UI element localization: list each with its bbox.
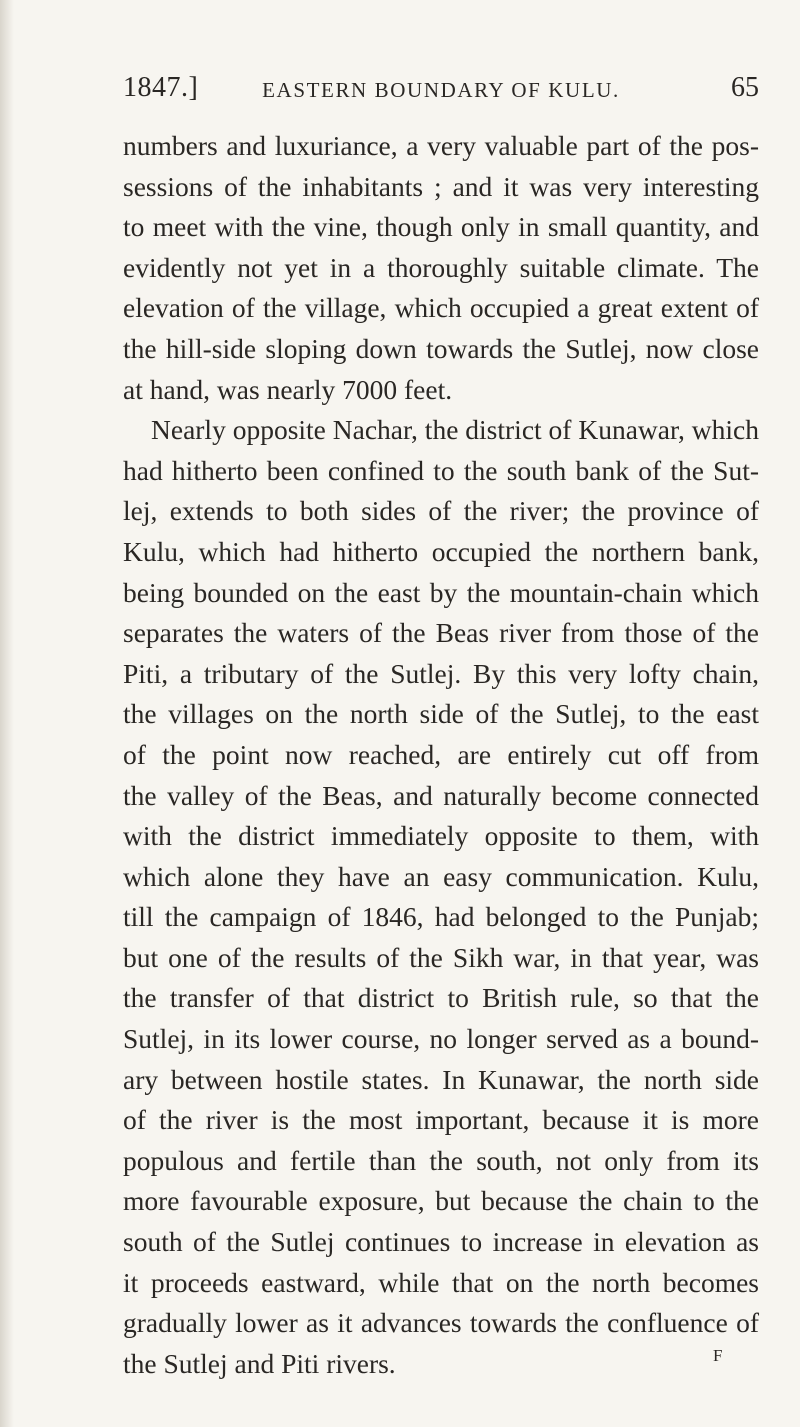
page-gutter-shadow: [0, 0, 14, 1427]
text-line: south of the Sutlej continues to increase in elevation as: [123, 1226, 759, 1258]
text-line: gradually lower as it advances towards the confluence of: [123, 1307, 759, 1339]
text-line: it proceeds eastward, while that on the north becomes: [123, 1266, 759, 1298]
text-line: Nearly opposite Nachar, the district of Kunawar, which: [151, 414, 759, 446]
text-line: till the campaign of 1846, had belonged to the Punjab;: [123, 901, 759, 933]
running-head-year: 1847.]: [123, 72, 199, 103]
text-line: to meet with the vine, though only in small quantity, and: [123, 211, 759, 243]
running-head: [123, 72, 759, 112]
page-number: 65: [731, 72, 759, 103]
signature-mark: F: [713, 1346, 724, 1365]
text-line: sessions of the inhabitants ; and it was very interesting: [123, 170, 759, 202]
text-line: evidently not yet in a thoroughly suitable climate. The: [123, 251, 759, 283]
text-line: with the district immediately opposite to them, with: [123, 820, 759, 852]
text-line: the valley of the Beas, and naturally become connected: [123, 779, 759, 811]
text-line: but one of the results of the Sikh war, in that year, was: [123, 941, 759, 973]
paragraph: [123, 126, 759, 410]
text-line: had hitherto been confined to the south bank of the Sut-: [123, 454, 759, 486]
text-line: numbers and luxuriance, a very valuable part of the pos-: [123, 130, 759, 161]
text-line: separates the waters of the Beas river from those of the: [123, 617, 759, 649]
text-line: populous and fertile than the south, not only from its: [123, 1144, 759, 1176]
paragraph: [123, 410, 759, 1384]
running-head-title: EASTERN BOUNDARY OF KULU.: [262, 78, 620, 102]
text-line: which alone they have an easy communication. Kulu,: [123, 860, 759, 892]
text-line: the Sutlej and Piti rivers.: [123, 1347, 396, 1379]
text-line: lej, extends to both sides of the river; the province of: [123, 495, 759, 527]
text-line: Kulu, which had hitherto occupied the northern bank,: [123, 535, 759, 567]
text-line: Piti, a tributary of the Sutlej. By this very lofty chain,: [123, 657, 759, 689]
text-line: of the river is the most important, because it is more: [123, 1104, 759, 1136]
text-line: ary between hostile states. In Kunawar, the north side: [123, 1063, 759, 1095]
text-line: the villages on the north side of the Sutlej, to the east: [123, 698, 759, 730]
body-text: [123, 126, 759, 1384]
text-line: the transfer of that district to British rule, so that the: [123, 982, 759, 1014]
text-line: the hill-side sloping down towards the Sutlej, now close: [123, 332, 759, 364]
text-line: being bounded on the east by the mountain-chain which: [123, 576, 759, 608]
text-line: more favourable exposure, but because the chain to the: [123, 1185, 759, 1217]
text-line: of the point now reached, are entirely cut off from: [123, 738, 759, 770]
text-line: at hand, was nearly 7000 feet.: [123, 373, 453, 405]
text-line: elevation of the village, which occupied a great extent of: [123, 292, 759, 324]
text-line: Sutlej, in its lower course, no longer served as a bound-: [123, 1023, 759, 1055]
